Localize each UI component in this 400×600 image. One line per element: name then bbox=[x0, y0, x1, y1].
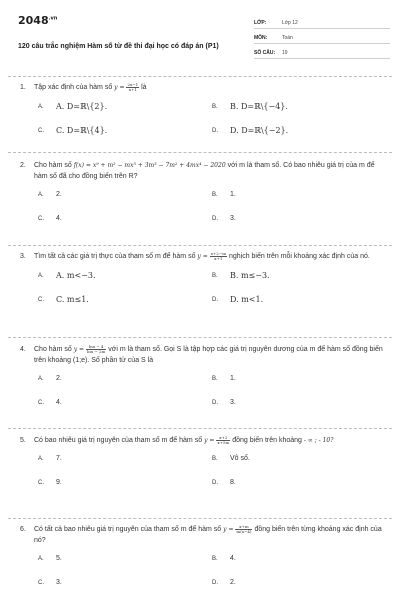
question-suffix: với m là tham số. Có bao nhiêu giá trị của m để hàm số đã cho đồng biến trên R? bbox=[34, 162, 375, 180]
fraction-numerator: x+2 bbox=[216, 436, 230, 441]
site-logo[interactable] bbox=[18, 14, 57, 27]
formula-fraction bbox=[86, 345, 106, 354]
answer-label: D. bbox=[212, 127, 218, 134]
question-number: 4. bbox=[20, 346, 26, 353]
fraction-denominator: x+5m bbox=[217, 439, 230, 445]
answer-option-d[interactable] bbox=[212, 399, 372, 406]
answer-label: B. bbox=[212, 375, 218, 382]
question-number: 1. bbox=[20, 84, 26, 91]
answer-label: D. bbox=[212, 399, 218, 406]
answer-option-d[interactable] bbox=[212, 295, 372, 304]
answer-option-a[interactable] bbox=[38, 102, 198, 111]
answer-option-d[interactable] bbox=[212, 579, 372, 586]
fraction-denominator: m(x−4) bbox=[236, 528, 252, 534]
meta-value: 19 bbox=[282, 50, 288, 56]
answer-option-a[interactable] bbox=[38, 191, 198, 198]
question-number: 3. bbox=[20, 253, 26, 260]
answer-label: B. bbox=[212, 455, 218, 462]
answer-value: C. m≤1. bbox=[56, 295, 89, 304]
answer-label: C. bbox=[38, 399, 44, 406]
answer-option-c[interactable] bbox=[38, 479, 198, 486]
answer-value: B. D=ℝ\{−4}. bbox=[230, 102, 288, 111]
logo-suffix: .vn bbox=[48, 15, 58, 22]
document-title: 120 câu trắc nghiệm Hàm số từ đề thi đại học có đáp án (P1) bbox=[18, 43, 219, 50]
answer-option-d[interactable] bbox=[212, 215, 372, 222]
answer-option-a[interactable] bbox=[38, 375, 198, 382]
divider bbox=[8, 152, 392, 153]
answer-value: 2. bbox=[56, 191, 62, 198]
answer-value: 3. bbox=[56, 579, 62, 586]
answer-label: D. bbox=[212, 479, 218, 486]
answer-options bbox=[20, 271, 386, 317]
answer-value: 2. bbox=[230, 579, 236, 586]
answer-options bbox=[20, 555, 386, 600]
question-text: 5. Có bao nhiêu giá trị nguyên của tham số m để hàm số y = $\frac{x+2}{x+5m}$ đồng biến trên khoảng - ∞ ; - 10? bbox=[20, 434, 334, 445]
document-meta bbox=[254, 16, 390, 61]
answer-label: C. bbox=[38, 127, 44, 134]
question-text: 3. Tìm tất cả các giá trị thực của tham số m để hàm số y = $\frac{x+2-m}{x+1}$ nghịch biến trên mỗi khoảng xác định của nó. bbox=[20, 250, 370, 261]
divider bbox=[8, 245, 392, 246]
meta-row-class bbox=[254, 16, 390, 29]
question-prefix: Tập xác định của hàm số bbox=[34, 84, 113, 91]
fraction-numerator: 2x−1 bbox=[127, 81, 139, 87]
answer-label: B. bbox=[212, 103, 218, 110]
answer-value: D. m<1. bbox=[230, 295, 264, 304]
answer-value: C. D=ℝ\{4}. bbox=[56, 126, 108, 135]
question-number: 2. bbox=[20, 162, 26, 169]
answer-value: 2. bbox=[56, 375, 62, 382]
answer-label: D. bbox=[212, 579, 218, 586]
answer-value: 7. bbox=[56, 455, 62, 462]
question-suffix: nghịch biến trên mỗi khoảng xác định của nó. bbox=[228, 253, 370, 260]
question-prefix: Tìm tất cả các giá trị thực của tham số m để hàm số bbox=[34, 253, 196, 260]
answer-option-c[interactable] bbox=[38, 579, 198, 586]
answer-value: 4. bbox=[230, 555, 236, 562]
answer-label: D. bbox=[212, 296, 218, 303]
fraction-denominator: x+1 bbox=[214, 255, 223, 261]
answer-label: A. bbox=[38, 455, 44, 462]
answer-label: A. bbox=[38, 555, 44, 562]
answer-value: Vô số. bbox=[230, 455, 250, 462]
meta-value: Toán bbox=[282, 35, 293, 41]
question-suffix: đồng biến trên từng khoảng xác định của nó? bbox=[34, 526, 382, 544]
interval: - ∞ ; - 10? bbox=[303, 437, 334, 444]
question-suffix: đồng biến trên khoảng bbox=[232, 437, 302, 444]
answer-option-b[interactable] bbox=[212, 555, 372, 562]
question-4 bbox=[20, 344, 386, 421]
question-5 bbox=[20, 435, 386, 501]
meta-value: Lớp 12 bbox=[282, 20, 298, 26]
answer-value: 5. bbox=[56, 555, 62, 562]
formula-lhs: y bbox=[204, 437, 208, 444]
answer-label: B. bbox=[212, 555, 218, 562]
question-number: 6. bbox=[20, 526, 26, 533]
fraction-numerator: lnx − 4 bbox=[86, 345, 106, 350]
answer-option-d[interactable] bbox=[212, 126, 372, 135]
meta-row-count bbox=[254, 46, 390, 59]
answer-value: 4. bbox=[56, 399, 62, 406]
divider bbox=[8, 428, 392, 429]
question-text: 6. Có tất cả bao nhiêu giá trị nguyên của tham số m để hàm số y = $\frac{x+m}{m(x-4)}$ đồng biến trên từng khoảng xác định của nó? bbox=[20, 523, 382, 544]
answer-options bbox=[20, 455, 386, 501]
question-2 bbox=[20, 160, 386, 237]
formula-lhs: y bbox=[114, 84, 118, 91]
question-suffix: với m là tham số. Gọi S là tập hợp các giá trị nguyên dương của m để hàm số đồng biến trên khoảng (1;e). Số phần tử của S là bbox=[34, 346, 383, 364]
answer-options bbox=[20, 191, 386, 237]
formula-fraction bbox=[126, 83, 139, 92]
answer-option-a[interactable] bbox=[38, 555, 198, 562]
formula-fraction bbox=[210, 252, 227, 261]
answer-label: C. bbox=[38, 479, 44, 486]
answer-value: 3. bbox=[230, 399, 236, 406]
answer-value: A. D=ℝ\{2}. bbox=[56, 102, 108, 111]
answer-value: 4. bbox=[56, 215, 62, 222]
formula-fraction bbox=[216, 436, 230, 445]
question-number: 5. bbox=[20, 437, 26, 444]
answer-option-a[interactable] bbox=[38, 455, 198, 462]
answer-option-c[interactable] bbox=[38, 126, 198, 135]
answer-options bbox=[20, 102, 386, 148]
answer-value: D. D=ℝ\{−2}. bbox=[230, 126, 289, 135]
question-text: 1. Tập xác định của hàm số y = $\frac{2x-1}{x+1}$ là bbox=[20, 81, 147, 92]
answer-option-a[interactable] bbox=[38, 271, 198, 280]
answer-option-b[interactable] bbox=[212, 271, 372, 280]
answer-label: A. bbox=[38, 272, 44, 279]
question-suffix: là bbox=[141, 84, 147, 91]
fraction-denominator: lnx − 2m bbox=[86, 348, 106, 354]
question-prefix: Cho hàm số bbox=[34, 162, 72, 169]
question-prefix: Cho hàm số bbox=[34, 346, 72, 353]
question-prefix: Có tất cả bao nhiêu giá trị nguyên của tham số m để hàm số bbox=[34, 526, 222, 533]
formula: f(x) = x⁹ + m² − mx⁵ + 3m³ − 7m² + 4mx⁴ − 2020 bbox=[73, 162, 226, 169]
question-1 bbox=[20, 82, 386, 148]
answer-option-c[interactable] bbox=[38, 399, 198, 406]
answer-option-b[interactable] bbox=[212, 102, 372, 111]
logo-text: 2048 bbox=[18, 14, 49, 27]
answer-label: A. bbox=[38, 375, 44, 382]
answer-option-d[interactable] bbox=[212, 479, 372, 486]
divider bbox=[8, 337, 392, 338]
answer-value: B. m≤−3. bbox=[230, 271, 270, 280]
divider bbox=[8, 518, 392, 519]
meta-key: LỚP: bbox=[254, 20, 267, 26]
answer-value: 8. bbox=[230, 479, 236, 486]
divider bbox=[8, 76, 392, 77]
fraction-numerator: x+2−m bbox=[210, 250, 226, 256]
answer-options bbox=[20, 375, 386, 421]
answer-label: C. bbox=[38, 579, 44, 586]
formula-lhs: y bbox=[223, 526, 227, 533]
answer-value: A. m<−3. bbox=[56, 271, 96, 280]
meta-row-subject bbox=[254, 31, 390, 44]
answer-option-b[interactable] bbox=[212, 375, 372, 382]
formula-lhs: y bbox=[197, 253, 201, 260]
answer-option-b[interactable] bbox=[212, 455, 372, 462]
question-6 bbox=[20, 524, 386, 600]
document-header bbox=[18, 12, 386, 72]
answer-value: 9. bbox=[56, 479, 62, 486]
answer-value: 1. bbox=[230, 191, 236, 198]
answer-label: D. bbox=[212, 215, 218, 222]
answer-label: B. bbox=[212, 191, 218, 198]
answer-label: C. bbox=[38, 296, 44, 303]
answer-label: C. bbox=[38, 215, 44, 222]
answer-value: 3. bbox=[230, 215, 236, 222]
fraction-numerator: x+m bbox=[235, 525, 252, 530]
answer-option-c[interactable] bbox=[38, 295, 198, 304]
formula-lhs: y bbox=[73, 346, 78, 353]
answer-option-b[interactable] bbox=[212, 191, 372, 198]
answer-label: B. bbox=[212, 272, 218, 279]
question-3 bbox=[20, 251, 386, 317]
question-prefix: Có bao nhiêu giá trị nguyên của tham số m để hàm số bbox=[34, 437, 203, 444]
meta-key: SỐ CÂU: bbox=[254, 50, 276, 56]
fraction-denominator: x+1 bbox=[128, 86, 137, 92]
meta-key: MÔN: bbox=[254, 35, 268, 41]
answer-option-c[interactable] bbox=[38, 215, 198, 222]
formula-fraction bbox=[235, 525, 252, 534]
answer-label: A. bbox=[38, 103, 44, 110]
question-text: 4. Cho hàm số y = $\frac{\ln x - 4}{\ln x - 2m}$ với m là tham số. Gọi S là tập hợp các giá trị nguyên dương của m để hàm số đồng biến trên khoảng (1;e). Số phần tử của S là bbox=[20, 343, 383, 364]
answer-label: A. bbox=[38, 191, 44, 198]
answer-value: 1. bbox=[230, 375, 236, 382]
question-text bbox=[20, 160, 386, 182]
